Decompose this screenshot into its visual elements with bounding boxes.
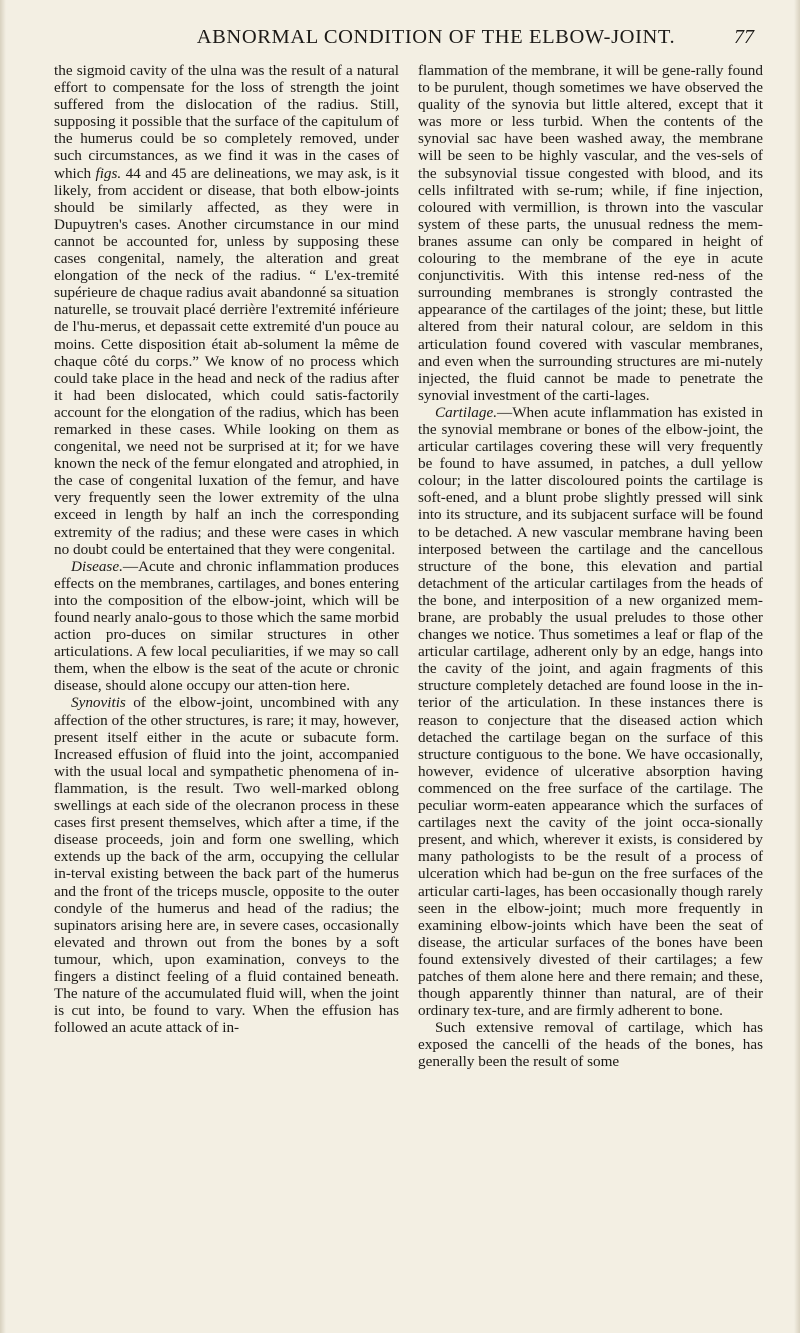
paragraph-cartilage [418, 404, 763, 1019]
running-head [54, 26, 760, 56]
paragraph-text: —When acute inflammation has existed in the synovial membrane or bones of the elbow-joint, the articular cartilages covering these will very frequently be found to have assumed, in patches, a dull yellow colour; in the latter discoloured points the cartilage is soft-ened, and a blunt probe slightly pressed will sink into its structure, and its subjacent surface will be found to be detached. A new vascular membrane having been interposed between the cartilage and the cancellous structure of the bone, this elevation and partial detachment of the articular cartilages from the heads of the bone, and interposition of a new organized mem-brane, are probably the usual preludes to those other changes we notice. Thus sometimes a leaf or flap of the articular cartilage, adherent only by an edge, hangs into the cavity of the joint, and again fragments of this structure completely detached are found loose in the in-terior of the articulation. In these instances there is reason to conjecture that the diseased action which detached the cartilage began on the surface of this structure contiguous to the bone. We have occasionally, however, evidence of ulcerative absorption having commenced on the free surface of the cartilage. The peculiar worm-eaten appearance which the surfaces of cartilages next the cavity of the joint occa-sionally present, and which, wherever it exists, is considered by many pathologists to be the result of a process of ulceration which had be-gun on the free surfaces of the articular carti-lages, has been occasionally though rarely seen in the elbow-joint; much more frequently in examining elbow-joints which have been the seat of disease, the articular surfaces of the bones have been found extensively divested of their cartilages; a few patches of them alone here and there remain; and these, though apparently thinner than natural, are of their ordinary tex-ture, and are firmly adherent to bone. [418, 403, 763, 1020]
paragraph-disease [54, 558, 399, 695]
right-column [418, 62, 763, 1071]
paragraph-synovitis [54, 694, 399, 1036]
page-edge-left [0, 0, 6, 1333]
running-title: ABNORMAL CONDITION OF THE ELBOW-JOINT. [196, 26, 676, 48]
paragraph-inflammation-continued: flammation of the membrane, it will be gene-rally found to be purulent, though sometimes we have observed the quality of the synovia but little altered, except that it was more or less turbid. When the contents of the synovial sac have been washed away, the membrane will be seen to be highly vascular, and the ves-sels of the subsynovial tissue congested with blood, and its cells infiltrated with se-rum; while, if fine injection, coloured with vermillion, is thrown into the vascular system of these parts, the unusual redness the mem-branes assume can only be compared in height of colouring to the membrane of the eye in acute conjunctivitis. With this intense red-ness of the surrounding membranes is strongly contrasted the appearance of the cartilages of the joint; these, but little altered from their natural colour, are seldom in this articulation found covered with vascular membranes, and even when the surrounding structures are mi-nutely injected, the fluid cannot be made to penetrate the synovial investment of the carti-lages. [418, 62, 763, 404]
page-number: 77 [734, 26, 754, 48]
paragraph-removal: Such extensive removal of cartilage, which has exposed the cancelli of the heads of the bones, has generally been the result of some [418, 1019, 763, 1071]
section-heading-synovitis: Synovitis [71, 694, 126, 712]
figure-reference: figs. [95, 164, 122, 182]
left-column [54, 62, 399, 1036]
section-heading-cartilage: Cartilage. [435, 403, 498, 421]
paragraph-dislocation-continued [54, 62, 399, 558]
section-heading-disease: Disease. [71, 557, 123, 575]
paragraph-text: 44 and 45 are delineations, we may ask, is it likely, from accident or disease, that both elbow-joints should be similarly affected, as they were in Dupuytren's cases. Another circumstance in our mind cannot be accounted for, unless by supposing these cases congenital, namely, the alteration and great elongation of the neck of the radius. “ L'ex-tremité supérieure de chaque radius avait abandonné sa situation naturelle, se trouvait placé derrière l'extremité inférieure de l'hu-merus, et depassait cette extremité d'un pouce au moins. Cette disposition était ab-solument la même de chaque côté du corps.” We know of no process which could take place in the head and neck of the radius after it had been dislocated, which could satis-factorily account for the elongation of the radius, which has been remarked in these cases. While looking on them as congenital, we need not be surprised at it; for we have known the neck of the femur elongated and atrophied, in the case of congenital luxation of the femur, and have very frequently seen the lower extremity of the ulna exceed in length by half an inch the corresponding extremity of the radius; and these were cases in which no doubt could be entertained that they were congenital. [54, 164, 400, 558]
paragraph-text: of the elbow-joint, uncombined with any affection of the other structures, is rare; it may, however, present itself either in the acute or subacute form. Increased effusion of fluid into the joint, accompanied with the usual local and sympathetic phenomena of in-flammation, is the result. Two well-marked oblong swellings at each side of the olecranon process in these cases first present themselves, which after a time, if the disease proceeds, join and form one swelling, which extends up the back of the arm, occupying the cellular in-terval existing between the back part of the humerus and the front of the triceps muscle, opposite to the outer condyle of the humerus and head of the radius; the supinators arising here are, in severe cases, occasionally elevated and thrown out from the bones by a soft tumour, which, upon examination, conveys to the fingers a distinct feeling of a fluid contained beneath. The nature of the accumulated fluid will, when the joint is cut into, be found to vary. When the effusion has followed an acute attack of in- [54, 694, 400, 1037]
page-edge-right [794, 0, 800, 1333]
paragraph-text: the sigmoid cavity of the ulna was the result of a natural effort to compensate for the loss of strength the joint suffered from the dislocation of the radius. Still, supposing it possible that the surface of the capitulum of the humerus could be so completely removed, under such circumstances, as we find it was in the cases of which [54, 62, 399, 182]
paragraph-text: —Acute and chronic inflammation produces effects on the membranes, cartilages, and bones entering into the composition of the elbow-joint, which will be found nearly analo-gous to those which the same morbid action pro-duces on similar structures in other articulations. A few local peculiarities, if we may so call them, when the elbow is the seat of the acute or chronic disease, should alone occupy our atten-tion here. [54, 557, 400, 695]
